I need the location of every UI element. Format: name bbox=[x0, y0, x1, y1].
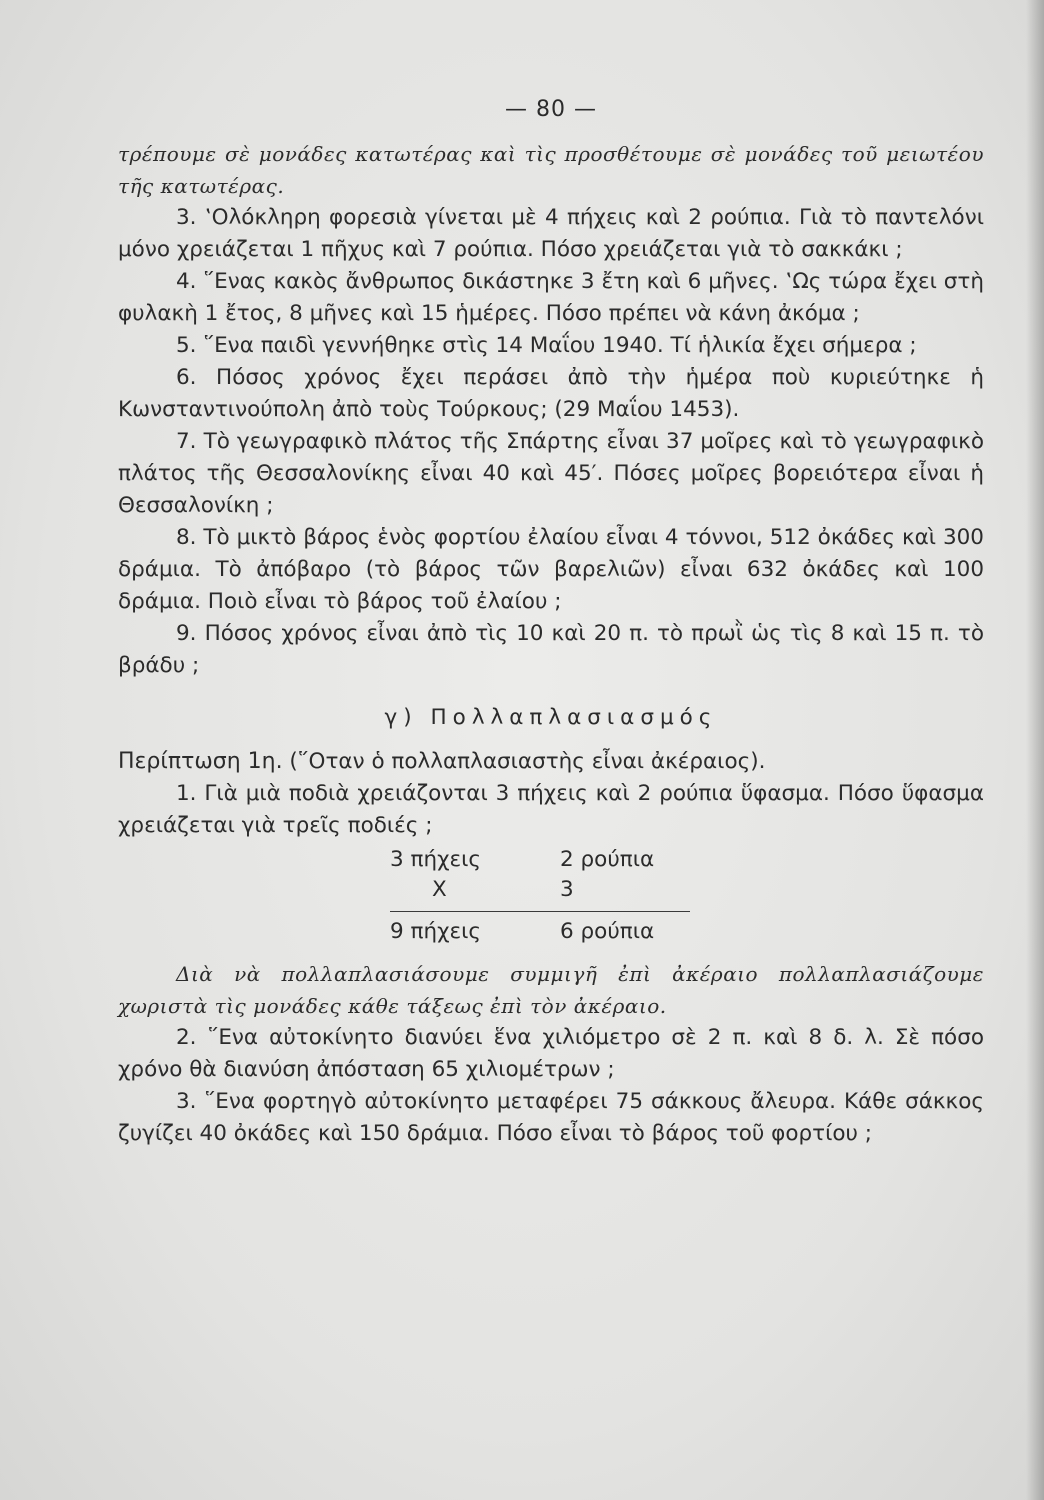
problem-a7: 7. Τὸ γεωγραφικὸ πλάτος τῆς Σπάρτης εἶναι 37 μοῖρες καὶ τὸ γεωγραφικὸ πλάτος τῆς Θεσσαλονίκης εἶναι 40 καὶ 45′. Πόσες μοῖρες βορειότερα εἶναι ἡ Θεσσαλονίκη ; bbox=[118, 429, 984, 518]
page-edge-shadow bbox=[1026, 0, 1044, 1500]
problem-a3: 3. ‛Ολόκληρη φορεσιὰ γίνεται μὲ 4 πήχεις καὶ 2 ρούπια. Γιὰ τὸ παντελόνι μόνο χρειάζεται 1 πῆχυς καὶ 7 ρούπια. Πόσο χρειάζεται γιὰ τὸ σακκάκι ; bbox=[118, 205, 984, 262]
page-content bbox=[118, 94, 984, 1150]
problem-a4: 4. ῞Ενας κακὸς ἄνθρωπος δικάστηκε 3 ἔτη καὶ 6 μῆνες. ‛Ως τώρα ἔχει στὴ φυλακὴ 1 ἔτος, 8 μῆνες καὶ 15 ἡμέρες. Πόσο πρέπει νὰ κάνη ἀκόμα ; bbox=[118, 269, 984, 326]
problem-a6: 6. Πόσος χρόνος ἔχει περάσει ἀπὸ τὴν ἡμέρα ποὺ κυριεύτηκε ἡ Κωνσταντινούπολη ἀπὸ τοὺς Τούρκους; (29 Μαΐου 1453). bbox=[118, 365, 984, 422]
problem-b3: 3. ῞Ενα φορτηγὸ αὐτοκίνητο μεταφέρει 75 σάκκους ἄλευρα. Κάθε σάκκος ζυγίζει 40 ὀκάδες καὶ 150 δράμια. Πόσο εἶναι τὸ βάρος τοῦ φορτίου ; bbox=[118, 1089, 984, 1146]
section-heading: γ) Πολλαπλασιασμός bbox=[384, 705, 718, 730]
case-paragraph bbox=[118, 746, 984, 778]
intro-italic-text: τρέπουμε σὲ μονάδες κατωτέρας καὶ τὶς προσθέτουμε σὲ μονάδες τοῦ μειωτέου τῆς κατωτέρας. bbox=[118, 142, 984, 198]
rule-italic-text: Διὰ νὰ πολλαπλασιάσουμε συμμιγῆ ἐπὶ ἀκέραιο πολλαπλασιάζουμε χωριστὰ τὶς μονάδες κάθε τάξεως ἐπὶ τὸν ἀκέραιο. bbox=[118, 962, 984, 1018]
problem-a8: 8. Τὸ μικτὸ βάρος ἑνὸς φορτίου ἐλαίου εἶναι 4 τόννοι, 512 ὀκάδες καὶ 300 δράμια. Τὸ ἀπόβαρο (τὸ βάρος τῶν βαρελιῶν) εἶναι 632 ὀκάδες καὶ 100 δράμια. Ποιὸ εἶναι τὸ βάρος τοῦ ἐλαίου ; bbox=[118, 525, 984, 614]
calc-row1-feet: 3 πήχεις bbox=[390, 847, 482, 872]
calc-result-inches: 6 ρούπια bbox=[560, 919, 655, 944]
problem-b2: 2. ῞Ενα αὐτοκίνητο διανύει ἕνα χιλιόμετρο σὲ 2 π. καὶ 8 δ. λ. Σὲ πόσο χρόνο θὰ διανύση ἀπόσταση 65 χιλιομέτρων ; bbox=[118, 1025, 984, 1082]
calc-multiplier: 3 bbox=[560, 877, 574, 902]
calc-result-line bbox=[390, 911, 690, 912]
multiplication-calculation bbox=[118, 844, 984, 952]
calc-row1-inches: 2 ρούπια bbox=[560, 847, 655, 872]
case-text: (῞Οταν ὁ πολλαπλασιαστὴς εἶναι ἀκέραιος). bbox=[289, 749, 766, 774]
calc-result-feet: 9 πήχεις bbox=[390, 919, 482, 944]
case-label: Περίπτωση 1η. bbox=[118, 749, 283, 774]
problem-a5: 5. ῞Ενα παιδὶ γεννήθηκε στὶς 14 Μαΐου 1940. Τί ἡλικία ἔχει σήμερα ; bbox=[176, 333, 917, 358]
problem-a9: 9. Πόσος χρόνος εἶναι ἀπὸ τὶς 10 καὶ 20 π. τὸ πρωῒ ὡς τὶς 8 καὶ 15 π. τὸ βράδυ ; bbox=[118, 621, 984, 678]
page-number: — 80 — bbox=[505, 97, 597, 122]
problem-b1: 1. Γιὰ μιὰ ποδιὰ χρειάζονται 3 πήχεις καὶ 2 ρούπια ὕφασμα. Πόσο ὕφασμα χρειάζεται γιὰ τρεῖς ποδιές ; bbox=[118, 781, 984, 838]
calc-multiply-sign: X bbox=[432, 877, 447, 902]
